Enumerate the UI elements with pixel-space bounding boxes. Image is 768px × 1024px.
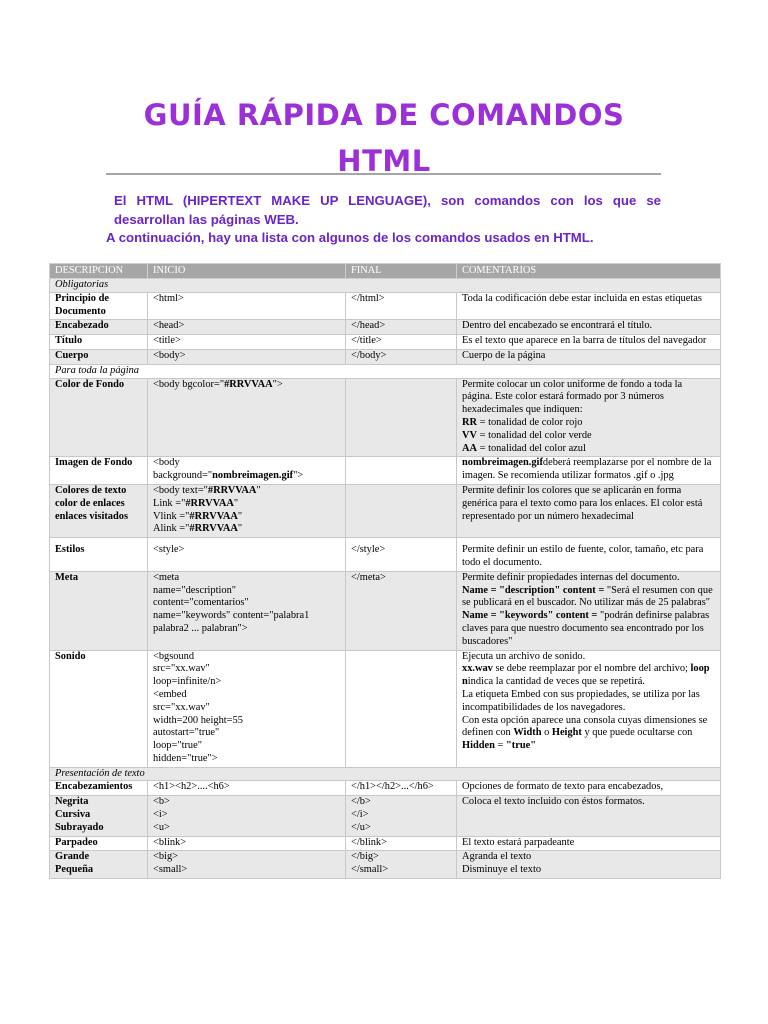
code-line: content="comentarios" — [153, 597, 249, 609]
cell-final — [346, 378, 457, 457]
cell-inicio — [148, 571, 346, 650]
code-line: </b> — [351, 796, 371, 808]
code-fragment: "> — [293, 470, 304, 482]
cell-inicio: <style> — [148, 538, 346, 572]
section-row-presentacion — [50, 767, 721, 781]
comment-key: Width — [513, 727, 542, 739]
comment-key: xx.wav — [462, 663, 493, 675]
comment-value: = tonalidad del color azul — [477, 442, 586, 454]
cell-comentario — [457, 378, 721, 457]
comment-key: VV — [462, 429, 478, 441]
comment-line — [462, 663, 715, 689]
cell-final: </title> — [346, 335, 457, 350]
code-line: name="keywords" content="palabra1 palabra2 ... palabran"> — [153, 610, 310, 634]
comment-key: RR — [462, 416, 478, 428]
cell-inicio — [148, 378, 346, 457]
comment-value: = tonalidad de color rojo — [477, 416, 583, 428]
code-line: loop=infinite/n> — [153, 676, 222, 688]
cell-desc: Color de Fondo — [50, 378, 148, 457]
cell-final — [346, 650, 457, 767]
title-line-2: HTML — [337, 144, 431, 178]
cell-final — [346, 457, 457, 485]
comment-text: Ejecuta un archivo de sonido. — [462, 650, 586, 662]
commands-table — [49, 263, 721, 879]
cell-comentario: Permite definir los colores que se aplicarán en forma genérica para el texto como para los enlaces. El color está representado por un número hexadecimal — [457, 484, 721, 537]
header-descripcion: DESCRIPCION — [50, 264, 148, 279]
comment-key: nombreimagen.gif — [462, 457, 543, 469]
header-final: FINAL — [346, 264, 457, 279]
cell-final: </html> — [346, 292, 457, 320]
header-comentarios: COMENTARIOS — [457, 264, 721, 279]
code-line: </i> — [351, 809, 369, 821]
table-row — [50, 836, 721, 851]
code-line: <big> — [153, 851, 178, 863]
cell-desc: Meta — [50, 571, 148, 650]
cell-final: </meta> — [346, 571, 457, 650]
cell-desc: Encabezado — [50, 320, 148, 335]
table-row — [50, 781, 721, 796]
desc-line: Pequeña — [55, 864, 94, 876]
cell-inicio — [148, 650, 346, 767]
document-title — [0, 92, 768, 184]
code-placeholder: nombreimagen.gif — [212, 470, 294, 482]
table-row — [50, 796, 721, 836]
comment-key: Name = "description" content = — [462, 584, 607, 596]
cell-comentario: Opciones de formato de texto para encabezados, — [457, 781, 721, 796]
table-header-row — [50, 264, 721, 279]
cell-desc: Imagen de Fondo — [50, 457, 148, 485]
comment-key: AA — [462, 442, 478, 454]
code-line: width=200 height=55 — [153, 714, 243, 726]
code-line — [153, 470, 340, 483]
comment-value: = tonalidad del color verde — [477, 429, 592, 441]
code-line: <bgsound — [153, 650, 195, 662]
comment-value: Con esta opción aparece una consola cuyas dimensiones se definen con — [462, 714, 708, 739]
cell-inicio: <h1><h2>....<h6> — [148, 781, 346, 796]
cell-desc: Cuerpo — [50, 349, 148, 364]
code-fragment: Link =" — [153, 497, 186, 509]
cell-inicio: <body> — [148, 349, 346, 364]
cell-final: </style> — [346, 538, 457, 572]
comment-line — [462, 417, 715, 430]
cell-inicio: <blink> — [148, 836, 346, 851]
table-row — [50, 349, 721, 364]
cell-comentario: Toda la codificación debe estar incluida en estas etiquetas — [457, 292, 721, 320]
code-line: autostart="true" — [153, 727, 220, 739]
cell-comentario — [457, 851, 721, 879]
code-fragment: Vlink =" — [153, 510, 190, 522]
table-row — [50, 571, 721, 650]
section-row-pagina — [50, 364, 721, 378]
cell-final — [346, 796, 457, 836]
desc-line: Negrita — [55, 796, 89, 808]
comment-text: Agranda el texto — [462, 851, 532, 863]
cell-comentario — [457, 571, 721, 650]
cell-comentario: Permite definir un estilo de fuente, color, tamaño, etc para todo el documento. — [457, 538, 721, 572]
desc-line: Cursiva — [55, 809, 91, 821]
cell-desc: Colores de texto color de enlaces enlaces visitados — [50, 484, 148, 537]
code-line: <b> — [153, 796, 170, 808]
code-line: </big> — [351, 851, 379, 863]
code-fragment: "> — [272, 378, 283, 390]
cell-comentario: Es el texto que aparece en la barra de títulos del navegador — [457, 335, 721, 350]
section-label: Para toda la página — [50, 364, 721, 378]
code-fragment: " — [256, 484, 261, 496]
section-label: Presentación de texto — [50, 767, 721, 781]
cell-final: </h1></h2>...</h6> — [346, 781, 457, 796]
comment-value: o — [541, 727, 552, 739]
section-row-obligatorias — [50, 279, 721, 293]
cell-comentario — [457, 457, 721, 485]
intro-paragraph-2: A continuación, hay una lista con algunos de los comandos usados en HTML. — [106, 230, 594, 245]
comment-key: loop n — [462, 663, 710, 688]
comment-value: = — [494, 740, 506, 752]
comment-key: "true" — [505, 740, 536, 752]
code-line — [153, 485, 340, 498]
comment-text: deberá reemplazarse por el nombre de la imagen. Se recomienda utilizar formatos .gif o .jpg — [462, 457, 712, 482]
table-row — [50, 335, 721, 350]
cell-inicio: <title> — [148, 335, 346, 350]
code-fragment: " — [237, 510, 243, 522]
comment-line — [462, 715, 715, 753]
comment-text: Permite colocar un color uniforme de fondo a toda la página. Este color estará formado por 3 números hexadecimales que indiquen: — [462, 378, 683, 416]
code-line — [153, 498, 340, 511]
code-placeholder: #RRVVAA — [185, 497, 234, 509]
code-line: <body — [153, 457, 180, 469]
code-line: hidden="true"> — [153, 752, 218, 764]
code-line: src="xx.wav" — [153, 663, 210, 675]
code-placeholder: #RRVVAA — [189, 523, 238, 535]
comment-value: se debe reemplazar por el nombre del archivo; — [492, 663, 691, 675]
table-row — [50, 378, 721, 457]
cell-desc: Sonido — [50, 650, 148, 767]
section-label: Obligatorias — [50, 279, 721, 293]
cell-desc: Encabezamientos — [50, 781, 148, 796]
code-line: name="description" — [153, 584, 237, 596]
cell-inicio — [148, 796, 346, 836]
comment-value: y que puede ocultarse con — [581, 727, 693, 739]
code-line: </u> — [351, 821, 371, 833]
cell-inicio: <html> — [148, 292, 346, 320]
table-row — [50, 457, 721, 485]
comment-line — [462, 610, 715, 648]
cell-inicio — [148, 851, 346, 879]
comment-line — [462, 430, 715, 443]
code-line: <i> — [153, 809, 168, 821]
code-line: <embed — [153, 688, 187, 700]
cell-comentario — [457, 650, 721, 767]
cell-final — [346, 484, 457, 537]
code-fragment: background=" — [153, 470, 213, 482]
cell-final: </blink> — [346, 836, 457, 851]
cell-inicio: <head> — [148, 320, 346, 335]
code-line: <u> — [153, 821, 170, 833]
title-line-1: GUÍA RÁPIDA DE COMANDOS — [143, 98, 625, 132]
header-inicio: INICIO — [148, 264, 346, 279]
code-line — [153, 523, 340, 536]
comment-key: Hidden — [462, 740, 495, 752]
cell-comentario: El texto estará parpadeante — [457, 836, 721, 851]
cell-final: </head> — [346, 320, 457, 335]
table-row — [50, 320, 721, 335]
code-line: src="xx.wav" — [153, 701, 210, 713]
code-line: loop="true" — [153, 740, 202, 752]
code-line: <small> — [153, 864, 188, 876]
desc-line: Grande — [55, 851, 90, 863]
code-line: <meta — [153, 571, 180, 583]
intro-paragraph-1: El HTML (HIPERTEXT MAKE UP LENGUAGE), son comandos con los que se desarrollan las páginas WEB. — [114, 193, 661, 227]
cell-final: </body> — [346, 349, 457, 364]
code-fragment: Alink =" — [153, 523, 190, 535]
comment-value: "podrán definirse palabras claves para que nuestro documento sea encontrado por los buscadores" — [462, 610, 710, 647]
comment-value: indica la cantidad de veces que se repetirá. — [467, 676, 645, 688]
comment-value: "Será el resumen con que se publicará en el buscador. No utilizar más de 25 palabras" — [462, 584, 713, 609]
cell-desc: Estilos — [50, 538, 148, 572]
code-line — [153, 511, 340, 524]
comment-line — [462, 585, 715, 611]
code-placeholder: #RRVVAA — [207, 484, 257, 496]
table-row — [50, 484, 721, 537]
title-divider — [106, 173, 661, 175]
code-line — [153, 379, 340, 392]
comment-text: Permite definir propiedades internas del documento. — [462, 571, 680, 583]
cell-comentario: Coloca el texto incluido con éstos formatos. — [457, 796, 721, 836]
cell-desc: Principio de Documento — [50, 292, 148, 320]
code-placeholder: #RRVVAA — [224, 378, 273, 390]
table-row — [50, 292, 721, 320]
code-fragment: <body text=" — [153, 484, 208, 496]
cell-comentario: Cuerpo de la página — [457, 349, 721, 364]
intro-text — [106, 192, 661, 248]
cell-desc: Parpadeo — [50, 836, 148, 851]
comment-text: Disminuye el texto — [462, 864, 542, 876]
cell-desc — [50, 851, 148, 879]
comment-key: Name = "keywords" content = — [462, 610, 600, 622]
comment-key: Height — [551, 727, 582, 739]
table-row — [50, 851, 721, 879]
code-placeholder: #RRVVAA — [189, 510, 238, 522]
comment-line — [462, 443, 715, 456]
code-line: </small> — [351, 864, 389, 876]
cell-desc — [50, 796, 148, 836]
cell-inicio — [148, 457, 346, 485]
code-fragment: " — [237, 523, 243, 535]
cell-inicio — [148, 484, 346, 537]
desc-line: Subrayado — [55, 821, 104, 833]
comment-text: La etiqueta Embed con sus propiedades, se utiliza por las incompatibilidades de los navegadores. — [462, 688, 700, 713]
table-row — [50, 538, 721, 572]
table-row — [50, 650, 721, 767]
cell-comentario: Dentro del encabezado se encontrará el título. — [457, 320, 721, 335]
code-fragment: <body bgcolor=" — [153, 378, 225, 390]
cell-final — [346, 851, 457, 879]
code-fragment: " — [233, 497, 239, 509]
cell-desc: Título — [50, 335, 148, 350]
